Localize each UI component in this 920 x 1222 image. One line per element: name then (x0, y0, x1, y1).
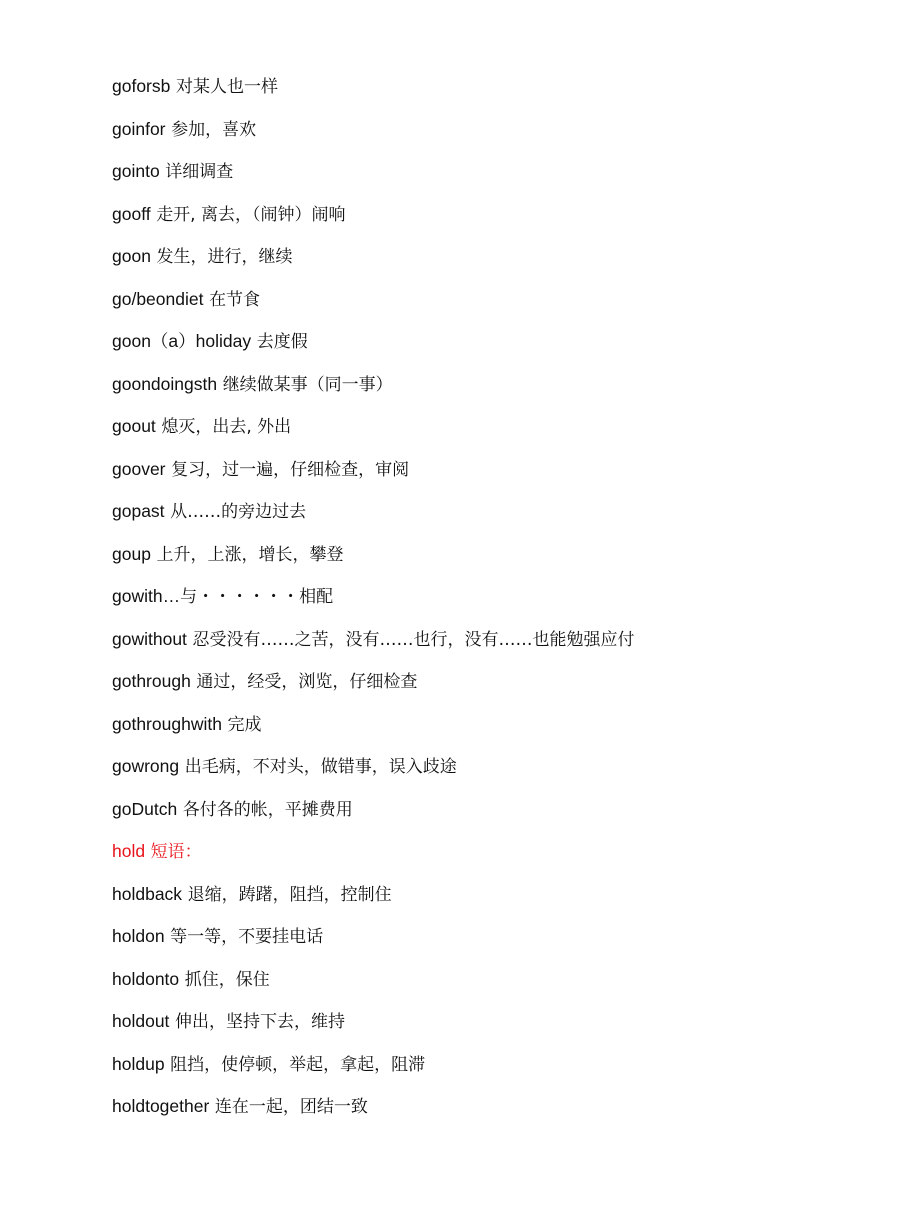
list-item (112, 412, 872, 455)
phrase-term: goon（a）holiday (112, 331, 252, 351)
phrase-meaning: 退缩，踌躇，阻挡，控制住 (187, 884, 392, 905)
list-item (112, 795, 872, 838)
list-item (112, 285, 872, 328)
phrase-meaning: 继续做某事（同一事） (222, 374, 393, 395)
phrase-list (112, 72, 872, 1135)
phrase-term: goout (112, 416, 156, 436)
phrase-meaning: 在节食 (209, 289, 261, 310)
phrase-meaning: 通过，经受，浏览，仔细检查 (196, 672, 418, 692)
list-item (112, 455, 872, 498)
phrase-meaning: 完成 (227, 714, 262, 735)
phrase-term: gowrong (112, 756, 180, 776)
phrase-meaning: 阻挡，使停顿，举起，拿起，阻滞 (170, 1054, 426, 1075)
phrase-term: goondoingsth (112, 373, 218, 394)
list-item (112, 115, 872, 158)
list-item (112, 72, 872, 115)
list-item (112, 625, 872, 668)
phrase-term: gooff (112, 203, 151, 224)
list-item (112, 752, 872, 795)
phrase-meaning: 忍受没有……之苦，没有……也行，没有……也能勉强应付 (192, 629, 635, 650)
phrase-term: gointo (112, 161, 160, 181)
phrase-meaning: 复习，过一遍，仔细检查，审阅 (171, 459, 410, 480)
phrase-term: goup (112, 543, 151, 564)
phrase-term: holdtogether (112, 1096, 210, 1116)
phrase-term: holdback (112, 883, 183, 904)
phrase-meaning: 走开, 离去，（闹钟）闹响 (156, 204, 346, 225)
phrase-meaning: 上升，上涨，增长，攀登 (156, 544, 344, 565)
phrase-term: holdout (112, 1011, 170, 1031)
list-item (112, 922, 872, 965)
phrase-meaning: 从……的旁边过去 (170, 502, 307, 522)
phrase-meaning: 伸出，坚持下去，维持 (175, 1012, 345, 1032)
list-item (112, 370, 872, 413)
list-item (112, 1050, 872, 1093)
phrase-meaning: 参加，喜欢 (171, 119, 257, 140)
list-item (112, 710, 872, 753)
list-item (112, 965, 872, 1008)
phrase-meaning: 等一等，不要挂电话 (170, 927, 324, 947)
phrase-meaning: 熄灭，出去, 外出 (161, 417, 292, 437)
phrase-term: gothrough (112, 671, 191, 691)
phrase-meaning: 发生，进行，继续 (156, 247, 293, 267)
heading-term: hold (112, 841, 146, 861)
list-item (112, 1007, 872, 1050)
phrase-meaning: 抓住，保住 (184, 969, 270, 990)
phrase-meaning: 对某人也一样 (175, 77, 278, 97)
list-item (112, 1092, 872, 1135)
phrase-term: goforsb (112, 76, 171, 96)
phrase-meaning: 出毛病，不对头，做错事，误入歧途 (184, 757, 457, 777)
heading-label: 短语： (150, 842, 202, 862)
phrase-term: holdon (112, 926, 165, 946)
phrase-term: gowithout (112, 628, 187, 649)
list-item (112, 200, 872, 243)
list-item (112, 667, 872, 710)
list-item (112, 540, 872, 583)
list-item (112, 497, 872, 540)
section-heading (112, 837, 872, 880)
phrase-term: goover (112, 458, 166, 479)
phrase-term: goinfor (112, 118, 166, 139)
phrase-term: gowith… (112, 586, 181, 606)
phrase-term: goon (112, 246, 151, 266)
phrase-term: holdup (112, 1053, 165, 1074)
phrase-term: gothroughwith (112, 713, 222, 734)
list-item (112, 880, 872, 923)
phrase-meaning: 与・・・・・・相配 (180, 587, 334, 607)
list-item (112, 327, 872, 370)
list-item (112, 157, 872, 200)
list-item (112, 242, 872, 285)
phrase-meaning: 各付各的帐，平摊费用 (182, 799, 353, 820)
phrase-term: gopast (112, 501, 165, 521)
phrase-term: goDutch (112, 798, 178, 819)
list-item (112, 582, 872, 625)
phrase-meaning: 连在一起，团结一致 (214, 1097, 368, 1117)
phrase-term: go/beondiet (112, 288, 204, 309)
phrase-meaning: 详细调查 (165, 162, 234, 182)
phrase-term: holdonto (112, 968, 180, 989)
phrase-meaning: 去度假 (256, 332, 308, 352)
